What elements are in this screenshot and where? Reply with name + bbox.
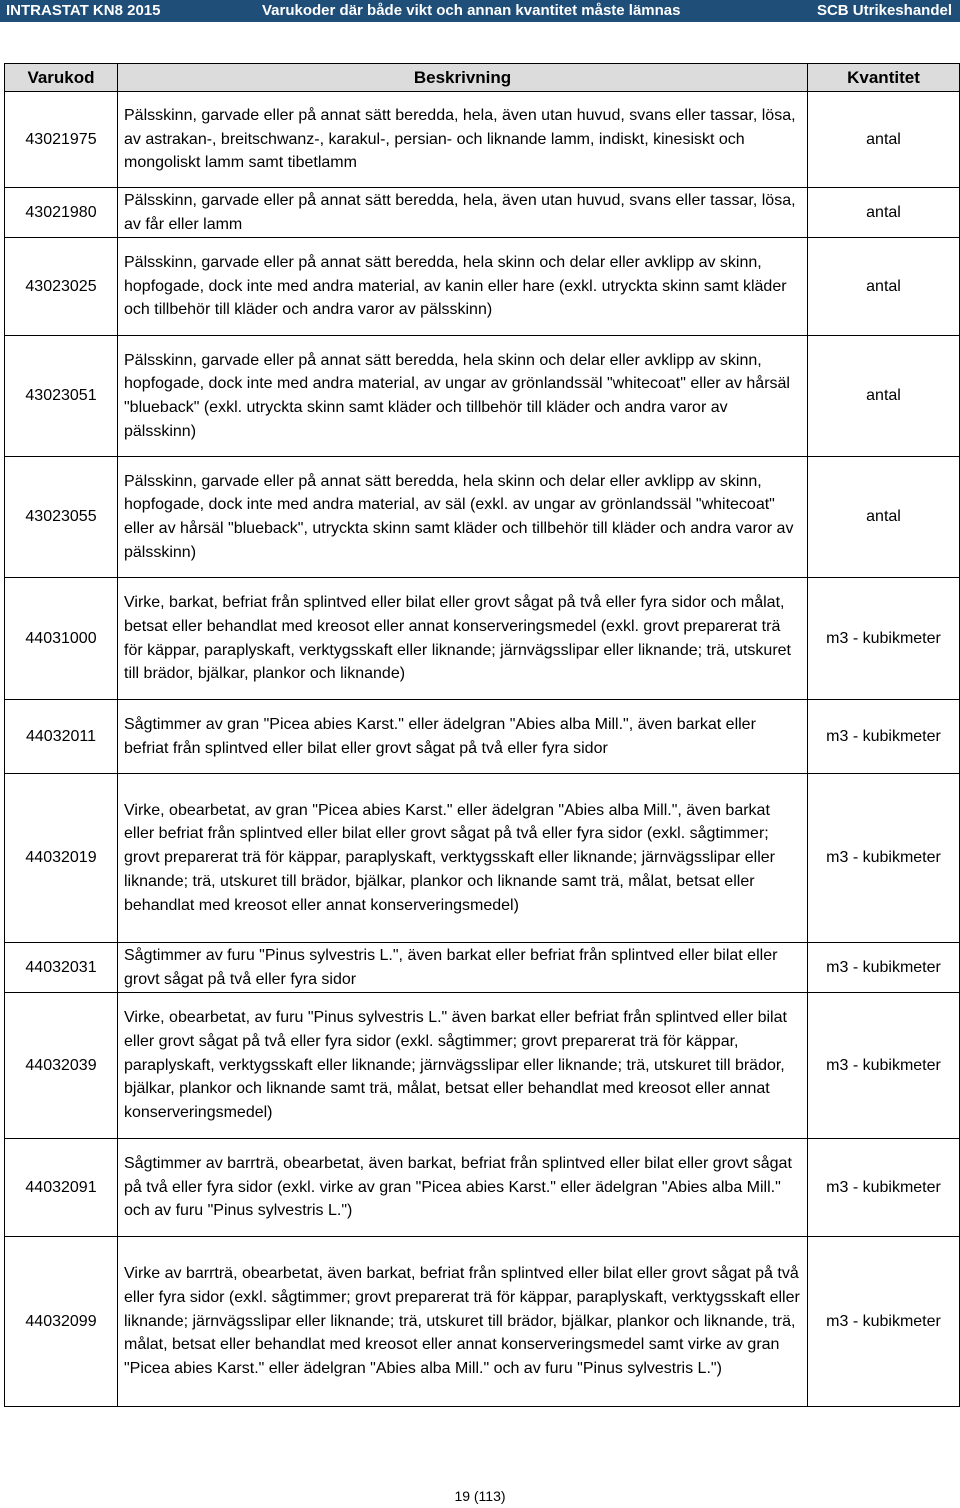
- table-row: [5, 92, 960, 188]
- column-header-varukod: Varukod: [5, 64, 118, 92]
- goods-code-table: [4, 63, 960, 1407]
- row-code: 43021975: [5, 92, 118, 188]
- row-quantity-unit: m3 - kubikmeter: [808, 700, 960, 774]
- row-code: 44032099: [5, 1237, 118, 1407]
- row-quantity-unit: m3 - kubikmeter: [808, 774, 960, 943]
- row-description: Pälsskinn, garvade eller på annat sätt beredda, hela skinn och delar eller avklipp av skinn, hopfogade, dock inte med andra material, av ungar av grönlandssäl "whitecoat" eller av hårsäl "blueback" (exkl. utryckta skinn samt kläder och tillbehör till kläder och andra varor av pälsskinn): [118, 336, 808, 457]
- row-description: Sågtimmer av gran "Picea abies Karst." eller ädelgran "Abies alba Mill.", även barkat eller befriat från splintved eller bilat eller grovt sågat på två eller fyra sidor: [118, 700, 808, 774]
- table-row: [5, 188, 960, 238]
- row-description: Pälsskinn, garvade eller på annat sätt beredda, hela skinn och delar eller avklipp av skinn, hopfogade, dock inte med andra material, av kanin eller hare (exkl. utryckta skinn samt kläder och tillbehör till kläder och andra varor av pälsskinn): [118, 238, 808, 336]
- row-quantity-unit: m3 - kubikmeter: [808, 578, 960, 700]
- row-code: 44032019: [5, 774, 118, 943]
- row-code: 44031000: [5, 578, 118, 700]
- row-code: 43023055: [5, 457, 118, 578]
- row-description: Virke av barrträ, obearbetat, även barkat, befriat från splintved eller bilat eller grovt sågat på två eller fyra sidor (exkl. sågtimmer; grovt preparerat trä för käppar, paraplyskaft, verktygsskaft eller liknande; järnvägsslipar eller liknande; trä, utskuret till brädor, bjälkar, plankor och liknande, trä, målat, betsat eller behandlat med kreosot eller annat konserveringsmedel samt virke av gran "Picea abies Karst." eller ädelgran "Abies alba Mill." och av furu "Pinus sylvestris L."): [118, 1237, 808, 1407]
- row-code: 43023025: [5, 238, 118, 336]
- row-description: Sågtimmer av barrträ, obearbetat, även barkat, befriat från splintved eller bilat eller grovt sågat på två eller fyra sidor (exkl. virke av gran "Picea abies Karst." eller ädelgran "Abies alba Mill." och av furu "Pinus sylvestris L."): [118, 1139, 808, 1237]
- row-quantity-unit: antal: [808, 188, 960, 238]
- row-description: Sågtimmer av furu "Pinus sylvestris L.", även barkat eller befriat från splintved eller bilat eller grovt sågat på två eller fyra sidor: [118, 943, 808, 993]
- row-code: 44032031: [5, 943, 118, 993]
- table-row: [5, 774, 960, 943]
- row-code: 44032039: [5, 993, 118, 1139]
- table-row: [5, 943, 960, 993]
- table-row: [5, 1139, 960, 1237]
- table-row: [5, 457, 960, 578]
- row-description: Pälsskinn, garvade eller på annat sätt beredda, hela, även utan huvud, svans eller tassar, lösa, av får eller lamm: [118, 188, 808, 238]
- row-description: Virke, obearbetat, av gran "Picea abies Karst." eller ädelgran "Abies alba Mill.", även barkat eller befriat från splintved eller bilat eller grovt sågat på två eller fyra sidor (exkl. sågtimmer; grovt preparerat trä för käppar, paraplyskaft, verktygsskaft eller liknande; järnvägsslipar eller liknande; trä, utskuret till brädor, bjälkar, plankor och liknande samt trä, målat, betsat eller behandlat med kreosot eller annat konserveringsmedel): [118, 774, 808, 943]
- column-header-beskrivning: Beskrivning: [118, 64, 808, 92]
- row-code: 43023051: [5, 336, 118, 457]
- row-quantity-unit: antal: [808, 336, 960, 457]
- document-header-bar: [0, 0, 960, 22]
- row-code: 44032011: [5, 700, 118, 774]
- table-row: [5, 700, 960, 774]
- row-description: Pälsskinn, garvade eller på annat sätt beredda, hela skinn och delar eller avklipp av skinn, hopfogade, dock inte med andra material, av säl (exkl. av ungar av grönlandssäl "whitecoat" eller av hårsäl "blueback", utryckta skinn samt kläder och tillbehör till kläder och andra varor av pälsskinn): [118, 457, 808, 578]
- table-row: [5, 993, 960, 1139]
- header-center-text: Varukoder där både vikt och annan kvantitet måste lämnas: [262, 2, 681, 19]
- row-quantity-unit: m3 - kubikmeter: [808, 943, 960, 993]
- row-code: 43021980: [5, 188, 118, 238]
- header-right-text: SCB Utrikeshandel: [816, 2, 952, 19]
- row-description: Virke, obearbetat, av furu "Pinus sylvestris L." även barkat eller befriat från splintved eller bilat eller grovt sågat på två eller fyra sidor (exkl. sågtimmer; grovt preparerat trä för käppar, paraplyskaft, verktygsskaft eller liknande; järnvägsslipar eller liknande; trä, utskuret till brädor, bjälkar, plankor och liknande samt trä, målat, betsat eller behandlat med kreosot eller annat konserveringsmedel): [118, 993, 808, 1139]
- row-description: Pälsskinn, garvade eller på annat sätt beredda, hela, även utan huvud, svans eller tassar, lösa, av astrakan-, breitschwanz-, karakul-, persian- och liknande lamm, indiskt, kinesiskt och mongoliskt lamm samt tibetlamm: [118, 92, 808, 188]
- row-quantity-unit: antal: [808, 92, 960, 188]
- header-left-text: INTRASTAT KN8 2015: [6, 2, 161, 19]
- row-quantity-unit: antal: [808, 238, 960, 336]
- row-quantity-unit: m3 - kubikmeter: [808, 1237, 960, 1407]
- row-quantity-unit: m3 - kubikmeter: [808, 993, 960, 1139]
- column-header-kvantitet: Kvantitet: [808, 64, 960, 92]
- table-row: [5, 238, 960, 336]
- page-number: 19 (113): [454, 1488, 506, 1504]
- row-description: Virke, barkat, befriat från splintved eller bilat eller grovt sågat på två eller fyra sidor och målat, betsat eller behandlat med kreosot eller annat konserveringsmedel (exkl. grovt preparerat trä för käppar, paraplyskaft, verktygsskaft eller liknande; järnvägsslipar eller liknande; trä, utskuret till brädor, bjälkar, plankor och liknande): [118, 578, 808, 700]
- row-code: 44032091: [5, 1139, 118, 1237]
- table-row: [5, 578, 960, 700]
- row-quantity-unit: m3 - kubikmeter: [808, 1139, 960, 1237]
- table-row: [5, 336, 960, 457]
- row-quantity-unit: antal: [808, 457, 960, 578]
- table-header-row: [5, 64, 960, 92]
- table-row: [5, 1237, 960, 1407]
